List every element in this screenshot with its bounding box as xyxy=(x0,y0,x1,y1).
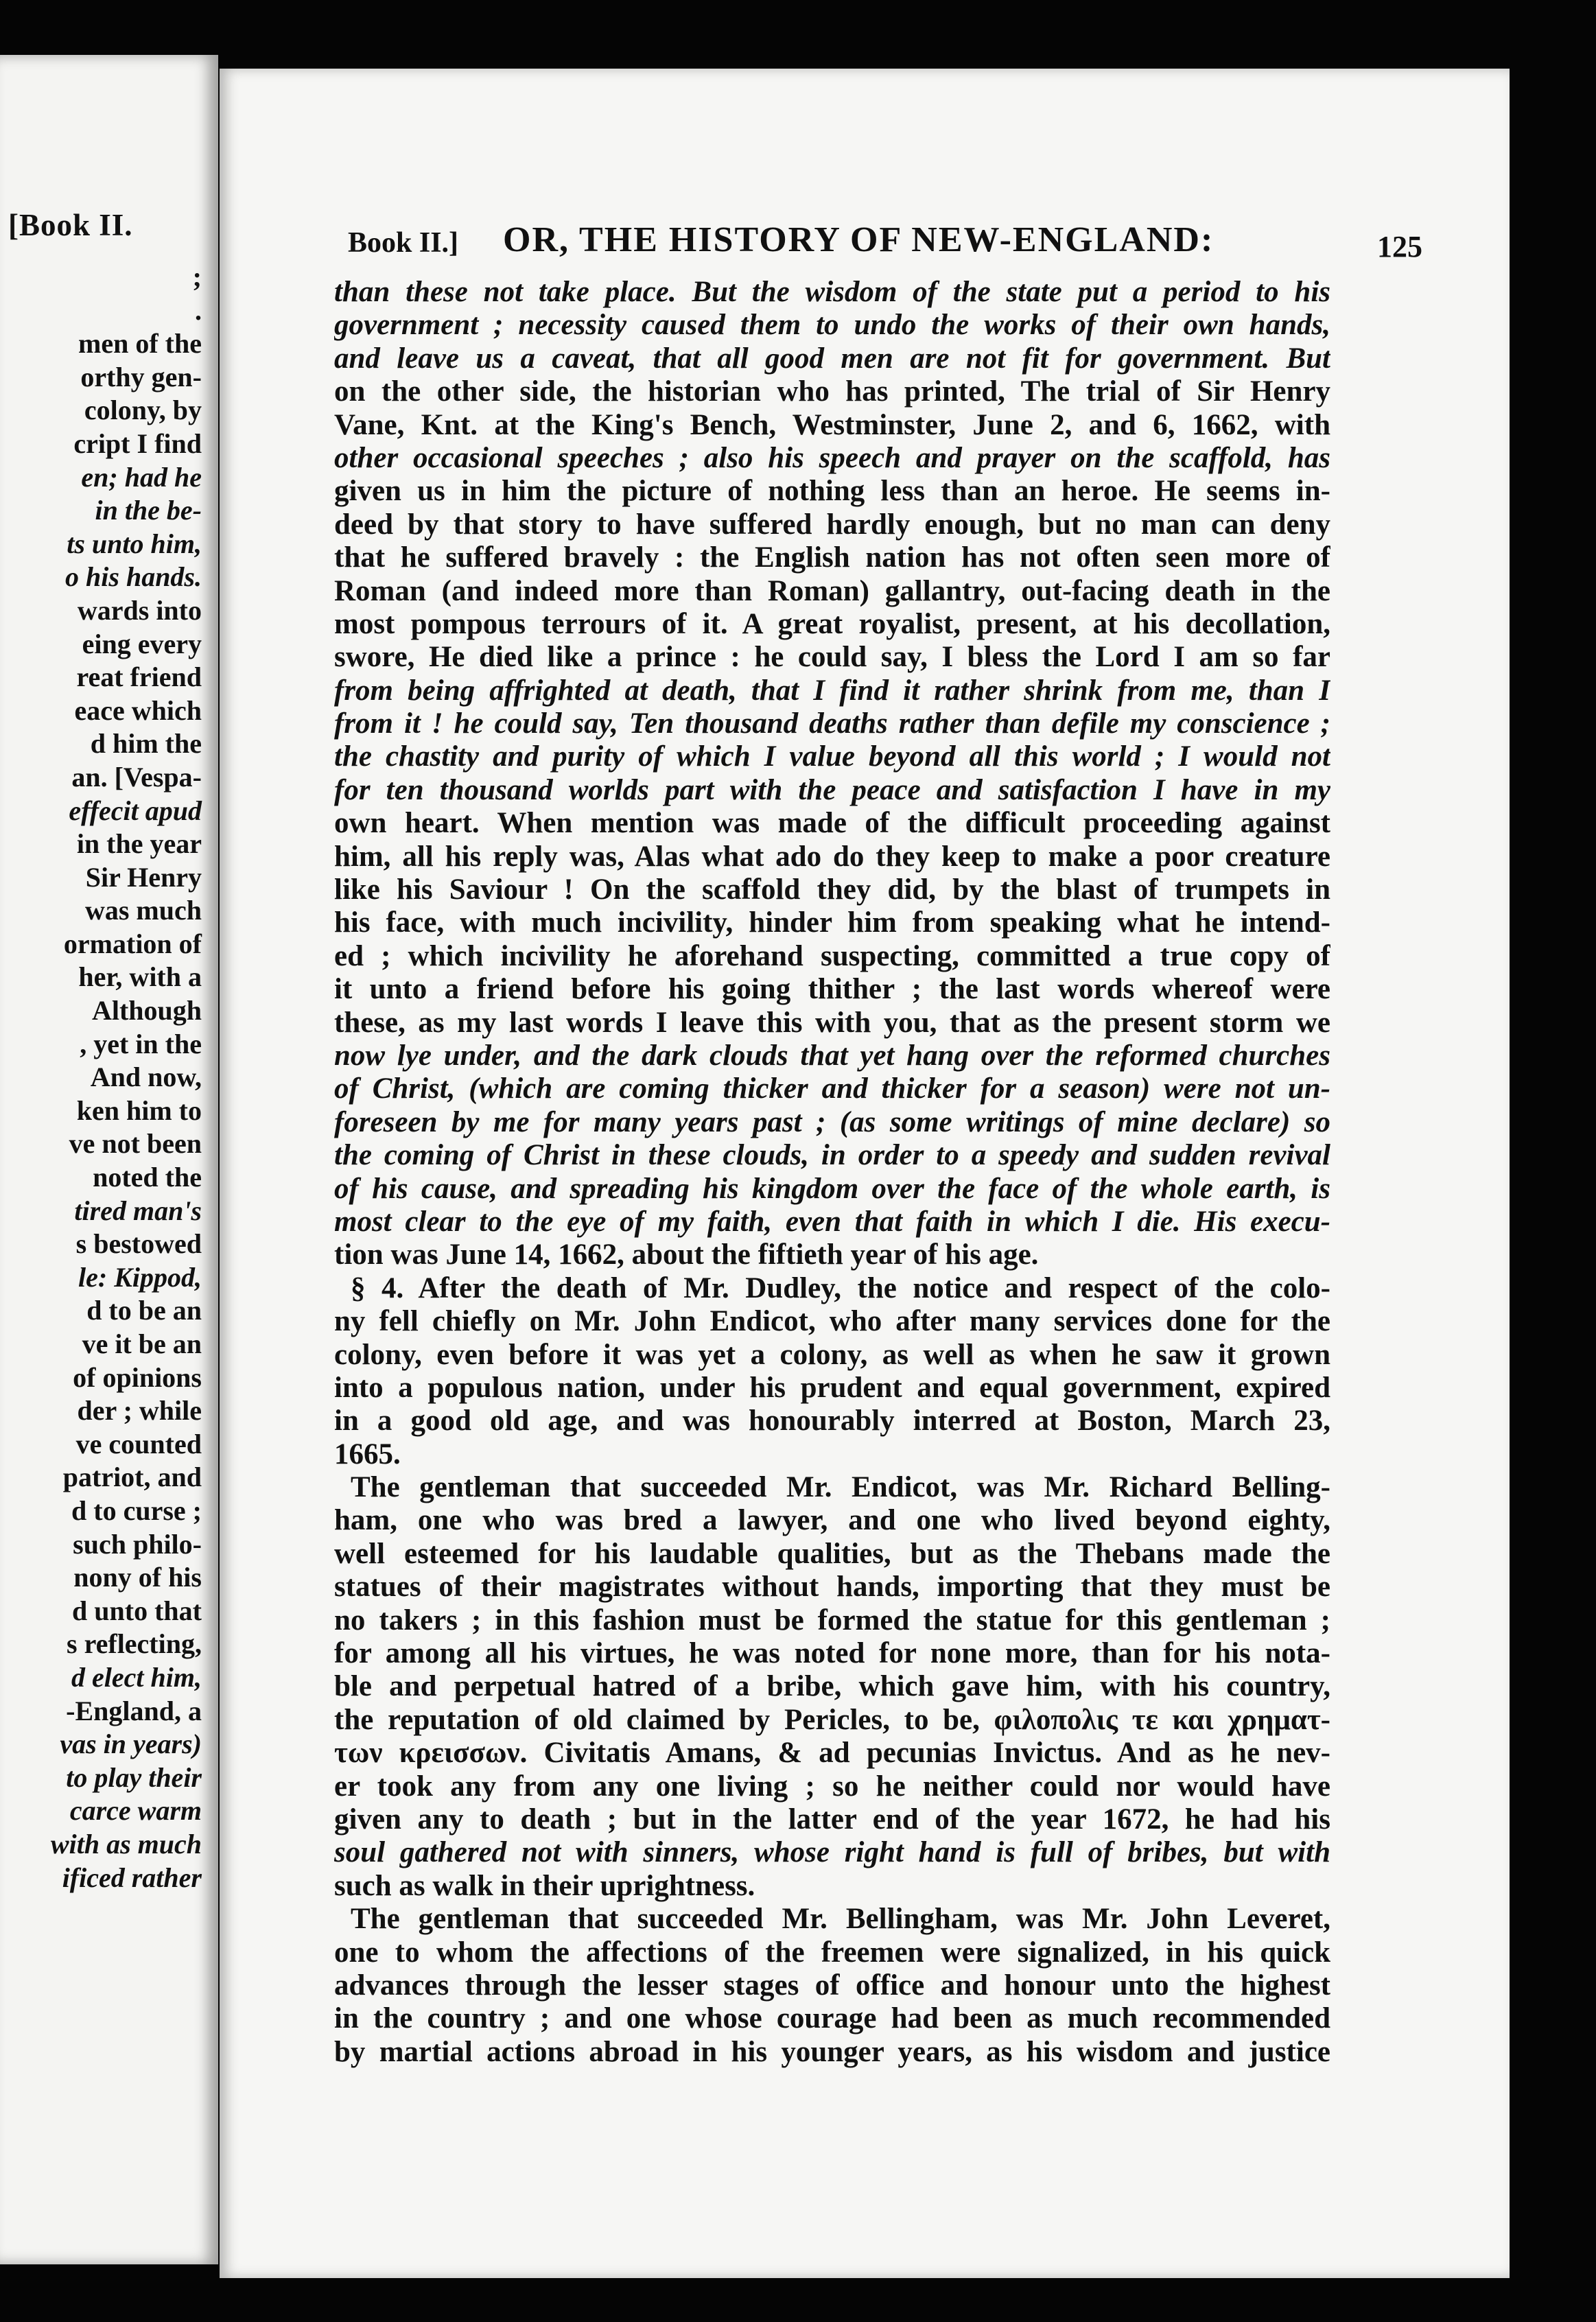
left-page-line: Sir Henry xyxy=(85,861,202,893)
text-line: like his Saviour ! On the scaffold they did, by the blast of trumpets in xyxy=(334,873,1330,906)
text-line: from being affrighted at death, that I find it rather shrink from me, than I xyxy=(334,674,1330,707)
text-line: most pompous terrours of it. A great royalist, present, at his decollation, xyxy=(334,607,1330,640)
text-line: soul gathered not with sinners, whose right hand is full of bribes, but with xyxy=(334,1836,1330,1869)
text-line: ble and perpetual hatred of a bribe, which gave him, with his country, xyxy=(334,1670,1330,1703)
left-page-line: carce warm xyxy=(69,1795,202,1827)
text-line: The gentleman that succeeded Mr. Endicot, was Mr. Richard Belling- xyxy=(351,1471,1330,1504)
text-line: ed ; which incivility he aforehand suspecting, committed a true copy of xyxy=(334,939,1330,972)
left-page-line: of opinions xyxy=(73,1361,202,1393)
left-page-line: s bestowed xyxy=(75,1228,202,1260)
page-number: 125 xyxy=(1377,230,1422,263)
text-line: 1665. xyxy=(334,1438,401,1470)
left-page-line: in the year xyxy=(76,828,202,860)
left-page-line: to play their xyxy=(66,1761,202,1793)
left-page-line: in the be- xyxy=(95,495,202,526)
left-page-line: d unto that xyxy=(72,1595,202,1626)
text-line: the coming of Christ in these clouds, in order to a speedy and sudden revival xyxy=(334,1139,1330,1172)
left-page-line: d elect him, xyxy=(71,1661,202,1693)
text-line: and leave us a caveat, that all good men are not fit for government. But xyxy=(334,342,1330,375)
text-line: The gentleman that succeeded Mr. Bellingham, was Mr. John Leveret, xyxy=(351,1903,1330,1936)
left-page-line: le: Kippod, xyxy=(78,1261,202,1293)
text-line: the reputation of old claimed by Pericles, to be, φιλοπολις τε και χρηματ- xyxy=(334,1703,1330,1736)
text-line: er took any from any one living ; so he neither could nor would have xyxy=(334,1770,1330,1803)
text-line: into a populous nation, under his prudent and equal government, expired xyxy=(334,1371,1330,1404)
book-page xyxy=(220,69,1510,2278)
left-page-line: cript I find xyxy=(73,427,202,459)
text-line: well esteemed for his laudable qualities, but as the Thebans made the xyxy=(334,1537,1330,1570)
left-page-line: was much xyxy=(84,895,202,926)
left-page-line: wards into xyxy=(77,594,202,626)
left-page-line: en; had he xyxy=(81,461,202,493)
text-line: it unto a friend before his going thither ; the last words whereof were xyxy=(334,973,1330,1006)
left-page-line: an. [Vespa- xyxy=(71,761,202,793)
text-line: from it ! he could say, Ten thousand deaths rather than defile my conscience ; xyxy=(334,707,1330,740)
left-page-header: [Book II. xyxy=(8,208,133,242)
left-page-line: . xyxy=(195,294,202,326)
text-line: given any to death ; but in the latter end of the year 1672, he had his xyxy=(334,1803,1330,1836)
left-page-line: Although xyxy=(91,995,202,1027)
left-page-line: -England, a xyxy=(66,1695,202,1726)
text-line: deed by that story to have suffered hardly enough, but no man can deny xyxy=(334,508,1330,541)
text-line: Vane, Knt. at the King's Bench, Westminster, June 2, and 6, 1662, with xyxy=(334,408,1330,441)
left-page-line: d him the xyxy=(90,728,202,760)
text-line: given us in him the picture of nothing less than an heroe. He seems in- xyxy=(334,475,1330,508)
text-line: own heart. When mention was made of the difficult proceeding against xyxy=(334,807,1330,840)
text-line: foreseen by me for many years past ; (as some writings of mine declare) so xyxy=(334,1105,1330,1138)
text-line: such as walk in their uprightness. xyxy=(334,1869,755,1902)
left-page-text xyxy=(0,261,206,1895)
text-line: of his cause, and spreading his kingdom over the face of the whole earth, is xyxy=(334,1172,1330,1205)
left-page-line: ; xyxy=(192,261,202,292)
left-page-line: der ; while xyxy=(77,1395,202,1427)
text-line: in a good old age, and was honourably interred at Boston, March 23, xyxy=(334,1405,1330,1438)
left-page-line: with as much xyxy=(50,1828,202,1860)
text-line: no takers ; in this fashion must be formed the statue for this gentleman ; xyxy=(334,1604,1330,1637)
text-line: for among all his virtues, he was noted for none more, than for his nota- xyxy=(334,1637,1330,1670)
running-header xyxy=(348,213,1422,268)
left-page-line: ve not been xyxy=(69,1128,202,1160)
text-line: ham, one who was bred a lawyer, and one who lived beyond eighty, xyxy=(334,1504,1330,1537)
left-page-line: ken him to xyxy=(76,1094,202,1126)
text-line: ny fell chiefly on Mr. John Endicot, who after many services done for the xyxy=(334,1305,1330,1338)
left-page-line: effecit apud xyxy=(69,795,202,826)
text-line: statues of their magistrates without hands, importing that they must be xyxy=(334,1571,1330,1604)
left-page-line: eing every xyxy=(82,628,202,659)
text-line: than these not take place. But the wisdom of the state put a period to his xyxy=(334,276,1330,308)
text-line: in the country ; and one whose courage had been as much recommended xyxy=(334,2002,1330,2035)
text-line: tion was June 14, 1662, about the fiftieth year of his age. xyxy=(334,1239,1039,1271)
left-page-line: d to curse ; xyxy=(71,1494,202,1526)
left-page-line: noted the xyxy=(93,1162,202,1193)
text-line: other occasional speeches ; also his speech and prayer on the scaffold, has xyxy=(334,441,1330,474)
text-line: by martial actions abroad in his younger years, as his wisdom and justice xyxy=(334,2035,1330,2068)
text-line: most clear to the eye of my faith, even that faith in which I die. His execu- xyxy=(334,1205,1330,1238)
text-line: these, as my last words I leave this with you, that as the present storm we xyxy=(334,1006,1330,1039)
left-page-line: reat friend xyxy=(76,661,202,693)
text-line: one to whom the affections of the freemen were signalized, in his quick xyxy=(334,1936,1330,1969)
left-page-line: patriot, and xyxy=(62,1462,202,1493)
left-page-line: tired man's xyxy=(74,1195,202,1226)
text-line: colony, even before it was yet a colony, as well as when he saw it grown xyxy=(334,1338,1330,1371)
left-page-line: eace which xyxy=(74,694,202,726)
left-page-line: d to be an xyxy=(86,1295,202,1326)
left-page-line: her, with a xyxy=(78,961,202,993)
text-line: Roman (and indeed more than Roman) gallantry, out-facing death in the xyxy=(334,574,1330,607)
text-line: government ; necessity caused them to undo the works of their own hands, xyxy=(334,309,1330,342)
left-page-line: ormation of xyxy=(63,928,202,959)
left-page-line: nony of his xyxy=(73,1562,202,1593)
left-page-line: men of the xyxy=(78,328,202,360)
left-page-line: s reflecting, xyxy=(67,1628,202,1660)
page-body-text xyxy=(334,276,1330,2069)
header-title: OR, THE HISTORY OF NEW-ENGLAND: xyxy=(503,220,1214,259)
text-line: his face, with much incivility, hinder him from speaking what he intend- xyxy=(334,906,1330,939)
text-line: the chastity and purity of which I value beyond all this world ; I would not xyxy=(334,740,1330,773)
text-line: on the other side, the historian who has printed, The trial of Sir Henry xyxy=(334,375,1330,408)
text-line: for ten thousand worlds part with the peace and satisfaction I have in my xyxy=(334,773,1330,806)
text-line: that he suffered bravely : the English nation has not often seen more of xyxy=(334,541,1330,574)
left-page-line: colony, by xyxy=(84,395,202,426)
left-page-line: ve it be an xyxy=(82,1328,202,1359)
left-page-line: ificed rather xyxy=(62,1862,202,1893)
text-line: advances through the lesser stages of office and honour unto the highest xyxy=(334,1969,1330,2002)
left-page-line: such philo- xyxy=(73,1528,202,1560)
left-page-line: orthy gen- xyxy=(80,361,202,392)
header-book-label: Book II.] xyxy=(348,227,459,259)
text-line: him, all his reply was, Alas what ado do they keep to make a poor creature xyxy=(334,840,1330,873)
left-page-line: ve counted xyxy=(75,1428,202,1459)
text-line: now lye under, and the dark clouds that yet hang over the reformed churches xyxy=(334,1039,1330,1072)
left-page-line: vas in years) xyxy=(60,1728,202,1760)
text-line: swore, He died like a prince : he could say, I bless the Lord I am so far xyxy=(334,641,1330,674)
text-line: § 4. After the death of Mr. Dudley, the notice and respect of the colo- xyxy=(351,1271,1330,1304)
left-page-line: o his hands. xyxy=(65,561,202,593)
previous-page-edge xyxy=(0,55,218,2264)
left-page-line: And now, xyxy=(90,1062,202,1093)
text-line: των κρεισσων. Civitatis Amans, & ad pecunias Invictus. And as he nev- xyxy=(334,1737,1330,1770)
left-page-line: ts unto him, xyxy=(67,528,202,559)
text-line: of Christ, (which are coming thicker and thicker for a season) were not un- xyxy=(334,1072,1330,1105)
left-page-line: , yet in the xyxy=(80,1028,202,1059)
